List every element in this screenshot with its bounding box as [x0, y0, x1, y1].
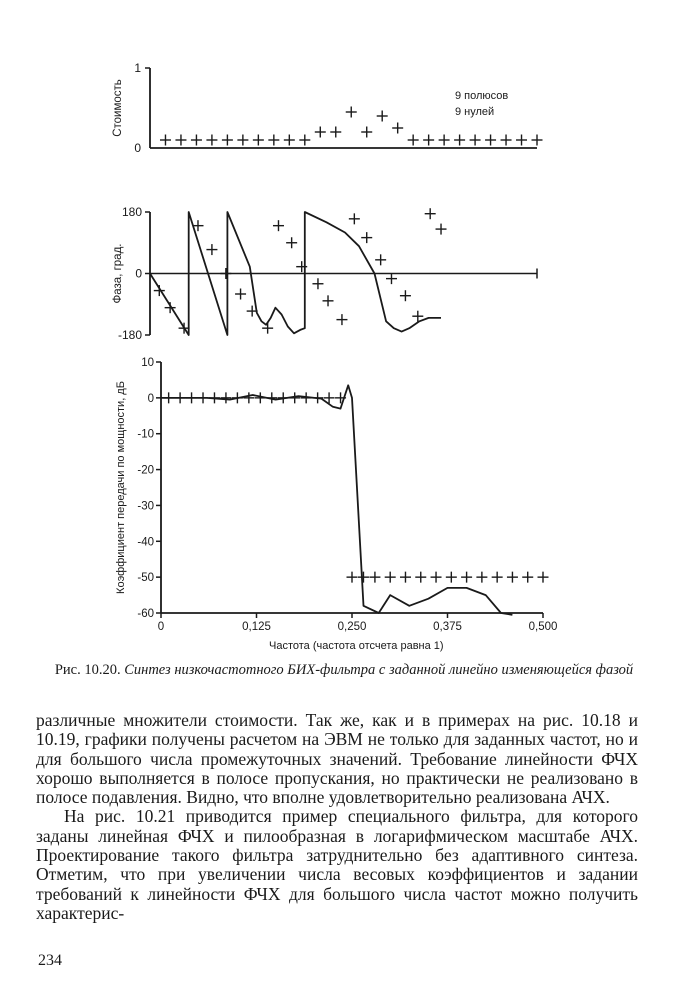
cost-point-7 [268, 135, 279, 146]
cost-point-18 [439, 135, 450, 146]
gain-point-23 [446, 572, 457, 583]
body-text [36, 711, 638, 923]
gain-point-2 [186, 392, 197, 403]
gain-panel [115, 357, 557, 652]
gain-point-10 [278, 392, 289, 403]
gain-y-label: Коэффициент передачи по мощности, дБ [115, 381, 127, 594]
cost-point-15 [392, 123, 403, 134]
phase-point-6 [235, 289, 246, 300]
gain-ytick-label-1: 0 [147, 392, 154, 405]
gain-xtick-label-0: 0 [157, 621, 165, 633]
cost-point-3 [206, 135, 217, 146]
gain-point-7 [243, 392, 254, 403]
cost-point-24 [532, 135, 543, 146]
cost-point-14 [377, 111, 388, 122]
gain-ytick-label-2: -10 [137, 428, 154, 441]
gain-ytick-label-5: -40 [137, 536, 154, 549]
gain-point-26 [492, 572, 503, 583]
cost-point-22 [501, 135, 512, 146]
gain-point-8 [255, 392, 266, 403]
cost-point-21 [485, 135, 496, 146]
gain-point-19 [385, 572, 396, 583]
gain-point-24 [461, 572, 472, 583]
gain-point-3 [198, 392, 209, 403]
gain-point-12 [301, 392, 312, 403]
cost-point-19 [454, 135, 465, 146]
phase-y-label: Фаза, град. [112, 243, 124, 304]
gain-point-13 [312, 392, 323, 403]
gain-point-22 [431, 572, 442, 583]
cost-point-11 [330, 127, 341, 138]
paragraph-2: На рис. 10.21 приводится пример специального фильтра, для которого заданы линейная ФЧХ и пилообразная в логарифмическом масштабе АЧХ. Проектирование такого фильтра затруднительно без адаптивного синтеза. Отметим, что при увеличении числа весовых коэффициентов и задании требований к линейности ФЧХ для большого числа частот можно получить характерис- [36, 806, 638, 923]
cost-point-0 [160, 135, 171, 146]
cost-point-8 [284, 135, 295, 146]
phase-point-4 [206, 244, 217, 255]
gain-point-6 [232, 392, 243, 403]
phase-tick-label-2: -180 [117, 328, 142, 342]
phase-point-5 [220, 268, 231, 279]
gain-point-4 [209, 392, 220, 403]
cost-point-13 [361, 127, 372, 138]
cost-point-12 [346, 107, 357, 118]
gain-point-16 [347, 572, 358, 583]
gain-ytick-label-7: -60 [137, 608, 154, 620]
cost-y-label: Стоимость [112, 79, 124, 137]
cost-point-6 [253, 135, 264, 146]
cost-tick-label-1: 1 [134, 61, 141, 75]
phase-point-13 [323, 295, 334, 306]
phase-panel [112, 205, 537, 342]
gain-point-20 [400, 572, 411, 583]
phase-point-21 [425, 208, 436, 219]
gain-point-9 [266, 392, 277, 403]
phase-point-22 [436, 224, 447, 235]
gain-point-11 [289, 392, 300, 403]
phase-point-16 [361, 232, 372, 243]
cost-point-20 [470, 135, 481, 146]
gain-curve [161, 385, 512, 615]
gain-ytick-label-3: -20 [137, 464, 154, 477]
caption-text: Синтез низкочастотного БИХ-фильтра с заданной линейно изменяющейся фазой [124, 662, 634, 678]
phase-point-10 [286, 237, 297, 248]
cost-legend-poles: 9 полюсов [455, 90, 509, 102]
cost-point-1 [175, 135, 186, 146]
gain-xtick-label-2: 0,250 [337, 621, 367, 633]
gain-xtick-label-1: 0,125 [242, 621, 271, 633]
cost-tick-label-0: 0 [134, 141, 141, 155]
phase-point-18 [386, 273, 397, 284]
phase-point-9 [273, 220, 284, 231]
cost-point-23 [516, 135, 527, 146]
phase-tick-label-0: 180 [121, 205, 142, 219]
figure-caption [40, 662, 648, 679]
cost-point-2 [191, 135, 202, 146]
gain-ytick-label-0: 10 [141, 357, 154, 369]
gain-point-21 [415, 572, 426, 583]
gain-xtick-label-4: 0,500 [528, 621, 558, 633]
cost-point-4 [222, 135, 233, 146]
cost-point-17 [423, 135, 434, 146]
gain-ytick-label-4: -30 [137, 500, 154, 513]
cost-point-16 [408, 135, 419, 146]
phase-point-8 [262, 323, 273, 334]
phase-point-17 [375, 254, 386, 265]
cost-point-10 [315, 127, 326, 138]
paragraph-1: различные множители стоимости. Так же, как и в примерах на рис. 10.18 и 10.19, графики получены расчетом на ЭВМ не только для заданных частот, но и для большого числа промежуточных значений. Требование линейности ФЧХ хорошо выполняется в полосе пропускания, но практически не реализовано в полосе подавления. Видно, что вполне удовлетворительно реализована АЧХ. [36, 710, 638, 808]
phase-point-15 [349, 213, 360, 224]
caption-label: Рис. 10.20. [54, 662, 121, 678]
gain-ytick-label-6: -50 [137, 572, 154, 585]
gain-point-28 [522, 572, 533, 583]
gain-point-18 [369, 572, 380, 583]
gain-point-25 [476, 572, 487, 583]
cost-point-5 [237, 135, 248, 146]
gain-point-1 [175, 392, 186, 403]
phase-tick-label-1: 0 [135, 266, 142, 281]
phase-point-19 [400, 290, 411, 301]
gain-xtick-label-3: 0,375 [433, 621, 462, 633]
gain-x-label: Частота (частота отсчета равна 1) [269, 640, 444, 652]
cost-point-9 [299, 135, 310, 146]
gain-point-27 [507, 572, 518, 583]
gain-point-0 [163, 392, 174, 403]
cost-panel [112, 61, 543, 155]
gain-point-17 [358, 572, 369, 583]
gain-point-29 [538, 572, 549, 583]
gain-point-5 [220, 392, 231, 403]
phase-point-12 [312, 278, 323, 289]
page-number: 234 [38, 952, 62, 969]
phase-point-14 [336, 314, 347, 325]
cost-legend-zeros: 9 нулей [455, 106, 495, 118]
